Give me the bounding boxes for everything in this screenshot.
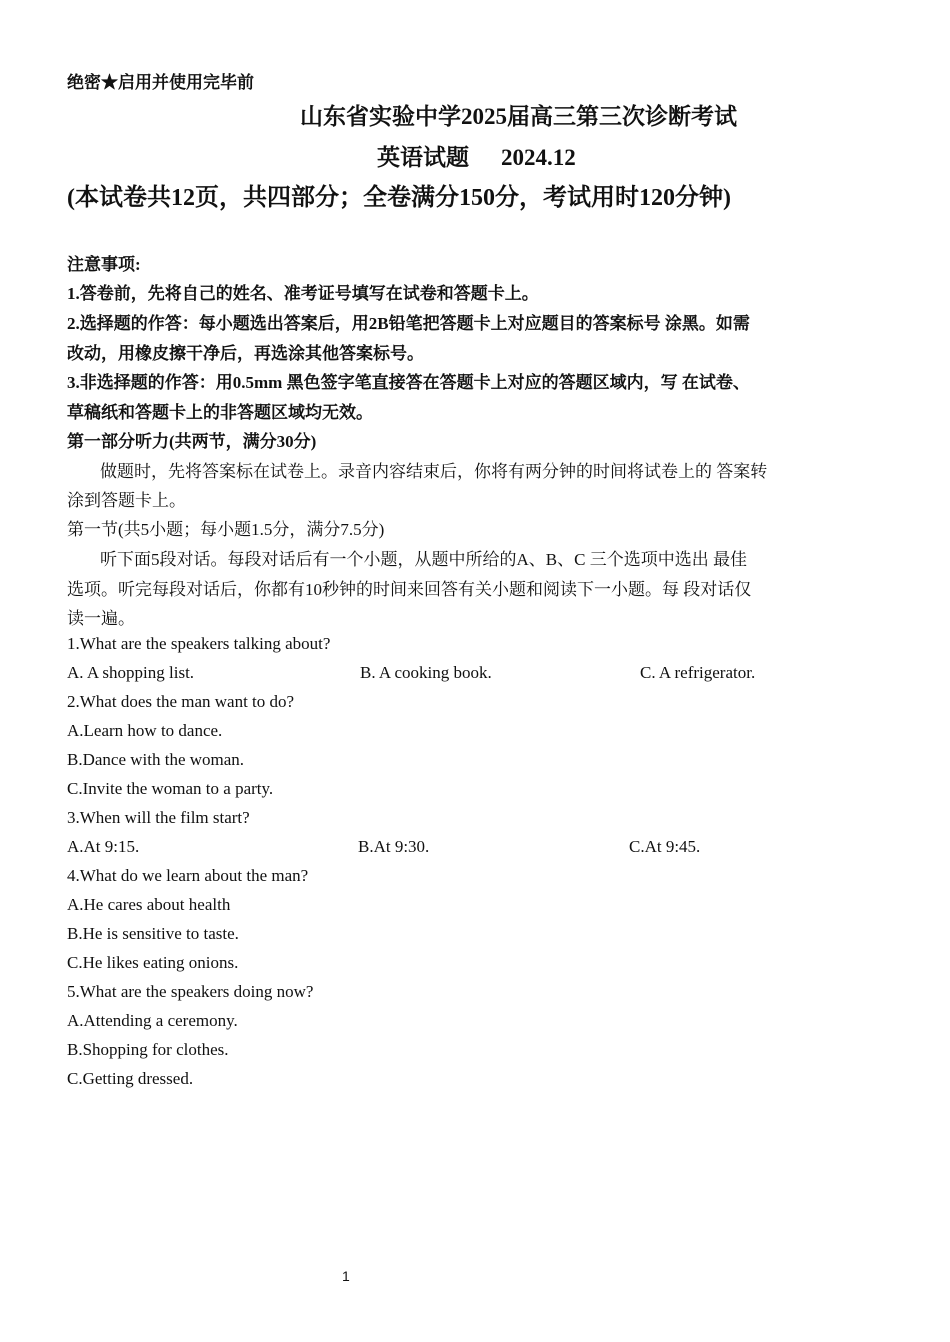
question-2-option-a: A.Learn how to dance. [67,721,223,740]
exam-date: 2024.12 [501,145,576,170]
question-4-option-b: B.He is sensitive to taste. [67,924,239,943]
subject-title [377,139,576,172]
question-3-option-c: C.At 9:45. [629,837,701,856]
question-2-option-c: C.Invite the woman to a party. [67,779,274,798]
question-3-option-a: A.At 9:15. [67,837,140,856]
question-2-stem: 2.What does the man want to do? [67,692,295,711]
part1-instructions-cont: 涂到答题卡上。 [67,491,186,510]
question-4-option-a: A.He cares about health [67,895,231,914]
question-1-option-b: B. A cooking book. [360,663,492,682]
exam-title: 山东省实验中学2025届高三第三次诊断考试 [300,104,737,129]
notice-item-3-cont: 草稿纸和答题卡上的非答题区域均无效。 [67,403,373,422]
question-1-option-a: A. A shopping list. [67,663,195,682]
question-5-stem: 5.What are the speakers doing now? [67,982,314,1001]
section1-instructions-cont: 选项。听完每段对话后，你都有10秒钟的时间来回答有关小题和阅读下一小题。每 段对话仅 [67,580,752,599]
confidential-label: 绝密★启用并使用完毕前 [67,73,254,92]
question-5-option-a: A.Attending a ceremony. [67,1011,238,1030]
part1-instructions: 做题时，先将答案标在试卷上。录音内容结束后，你将有两分钟的时间将试卷上的 答案转 [100,462,768,481]
notice-item-2: 2.选择题的作答：每小题选出答案后，用2B铅笔把答题卡上对应题目的答案标号 涂黑。如需 [67,314,750,333]
part1-heading: 第一部分听力(共两节，满分30分) [67,432,317,451]
section1-instructions-end: 读一遍。 [67,609,135,628]
notice-item-2-cont: 改动，用橡皮擦干净后，再选涂其他答案标号。 [67,344,424,363]
notice-heading: 注意事项: [67,255,141,274]
page-number: 1 [342,1268,350,1284]
question-2-option-b: B.Dance with the woman. [67,750,245,769]
section1-heading: 第一节(共5小题；每小题1.5分，满分7.5分) [67,520,385,539]
question-1-stem: 1.What are the speakers talking about? [67,634,331,653]
question-4-option-c: C.He likes eating onions. [67,953,239,972]
notice-item-1: 1.答卷前，先将自己的姓名、准考证号填写在试卷和答题卡上。 [67,284,539,303]
question-3-stem: 3.When will the film start? [67,808,250,827]
subject-name: 英语试题 [377,145,469,170]
exam-info: (本试卷共12页，共四部分；全卷满分150分，考试用时120分钟) [67,185,731,211]
section1-instructions: 听下面5段对话。每段对话后有一个小题，从题中所给的A、B、C 三个选项中选出 最佳 [100,550,747,569]
notice-item-3: 3.非选择题的作答：用0.5mm 黑色签字笔直接答在答题卡上对应的答题区域内，写 在试卷、 [67,373,750,392]
question-5-option-c: C.Getting dressed. [67,1069,194,1088]
question-5-option-b: B.Shopping for clothes. [67,1040,229,1059]
question-3-option-b: B.At 9:30. [358,837,430,856]
question-4-stem: 4.What do we learn about the man? [67,866,309,885]
question-1-option-c: C. A refrigerator. [640,663,756,682]
